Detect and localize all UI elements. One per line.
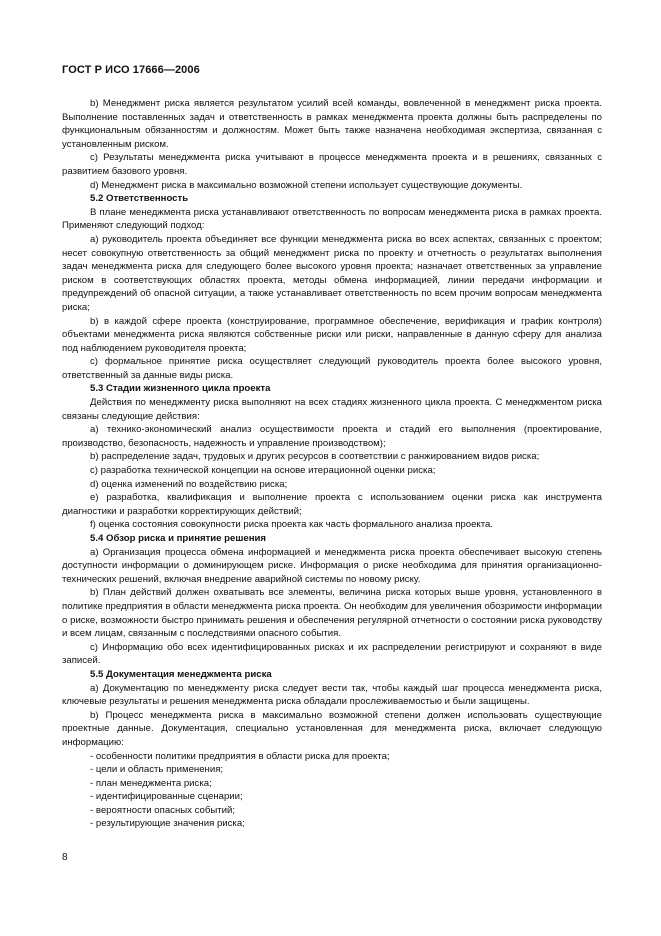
paragraph-5-3-c: c) разработка технической концепции на основе итерационной оценки риска; bbox=[90, 465, 436, 477]
paragraph-5-3-b: b) распределение задач, трудовых и других ресурсов в соответствии с ранжированием видов риска; bbox=[90, 451, 540, 463]
document-body bbox=[62, 97, 602, 831]
paragraph-5-2-a: а) руководитель проекта объединяет все функции менеджмента риска во всех аспектах, связанных с проектом; несет совокупную ответственность за общий менеджмент риска по проекту и отчетность о результатах выполнения задач менеджмента риска для следующего более высокого уровня проекта; назначает ответственных за управление риском в соответствующих областях проекта, методы обмена информацией, линии передачи информации и предупреждений об опасной ситуации, а также устанавливает ответственность по всем прочим вопросам менеджмента риска; bbox=[62, 233, 602, 313]
section-heading-5-3: 5.3 Стадии жизненного цикла проекта bbox=[90, 383, 271, 395]
section-heading-5-5: 5.5 Документация менеджмента риска bbox=[90, 668, 272, 680]
paragraph-5-3-intro: Действия по менеджменту риска выполняют на всех стадиях жизненного цикла проекта. С менеджментом риска связаны следующие действия: bbox=[62, 397, 602, 422]
section-heading-5-2: 5.2 Ответственность bbox=[90, 193, 189, 205]
list-item: - вероятности опасных событий; bbox=[90, 804, 236, 816]
document-header: ГОСТ Р ИСО 17666—2006 bbox=[62, 64, 200, 76]
paragraph-c-results: c) Результаты менеджмента риска учитывают в процессе менеджмента проекта и в решениях, связанных с развитием базового уровня. bbox=[62, 152, 602, 177]
paragraph-5-5-a: а) Документацию по менеджменту риска следует вести так, чтобы каждый шаг процесса менеджмента риска, ключевые результаты и решения менеджмента риска обладали прослеживаемостью и были защищены. bbox=[62, 682, 602, 708]
page-number: 8 bbox=[62, 852, 68, 863]
paragraph-b-team: b) Менеджмент риска является результатом усилий всей команды, вовлеченной в менеджмент риска проекта. Выполнение поставленных задач и ответственность в рамках менеджмента проекта должны быть распределены по функциональным обязанностям и должностям. Может быть также назначена необходимая экспертиза, связанная с установленным риском. bbox=[62, 98, 602, 150]
paragraph-5-4-c: c) Информацию обо всех идентифицированных рисках и их распределении регистрируют и сохраняют в виде записей. bbox=[62, 641, 602, 667]
paragraph-5-3-d: d) оценка изменений по воздействию риска; bbox=[90, 478, 288, 490]
section-heading-5-4: 5.4 Обзор риска и принятие решения bbox=[90, 533, 266, 544]
paragraph-5-2-b: b) в каждой сфере проекта (конструирование, программное обеспечение, верификация и график контроля) объектами менеджмента риска являются собственные риски или риски, направленные в данную сферу для анализа под наблюдением руководителя проекта; bbox=[62, 315, 602, 354]
paragraph-5-2-intro: В плане менеджмента риска устанавливают ответственность по вопросам менеджмента риска в рамках проекта. Применяют следующий подход: bbox=[62, 206, 602, 232]
paragraph-5-5-b: b) Процесс менеджмента риска в максимально возможной степени должен использовать существующие проектные данные. Документация, специально установленная для менеджмента риска, включает следующую информацию: bbox=[62, 709, 602, 748]
paragraph-d-documents: d) Менеджмент риска в максимально возможной степени использует существующие документы. bbox=[90, 179, 523, 191]
paragraph-5-4-a: а) Организация процесса обмена информацией и менеджмента риска проекта обеспечивает высокую степень доступности информации о доминирующем риске. Информация о риске необходима для принятия организационно-технических решений, включая внедрение аварийной системы по новому риску. bbox=[62, 546, 602, 585]
paragraph-5-3-e: e) разработка, квалификация и выполнение проекта с использованием оценки риска как инструмента диагностики и разработки корректирующих действий; bbox=[62, 492, 602, 517]
paragraph-5-2-c: c) формальное принятие риска осуществляет следующий руководитель проекта более высокого уровня, ответственный за данные виды риска. bbox=[62, 356, 602, 381]
list-item: - план менеджмента риска; bbox=[90, 777, 212, 789]
list-item: - цели и область применения; bbox=[90, 764, 224, 776]
list-item: - особенности политики предприятия в области риска для проекта; bbox=[90, 750, 390, 762]
list-item: - идентифицированные сценарии; bbox=[90, 791, 243, 803]
paragraph-5-4-b: b) План действий должен охватывать все элементы, величина риска которых выше уровня, установленного в политике предприятия в области менеджмента риска проекта. Он необходим для увеличения обозримости информации о риске, возможности быстро принимать решения и обеспечения регулярной отчетности о состоянии риска руководству и всем лицам, связанным с последствиями опасного события. bbox=[62, 587, 602, 640]
paragraph-5-3-f: f) оценка состояния совокупности риска проекта как часть формального анализа проекта. bbox=[90, 519, 493, 531]
list-item: - результирующие значения риска; bbox=[90, 818, 245, 830]
paragraph-5-3-a: а) технико-экономический анализ осуществимости проекта и стадий его выполнения (проектирование, производство, безопасность, надежность и управление производством); bbox=[62, 424, 602, 449]
